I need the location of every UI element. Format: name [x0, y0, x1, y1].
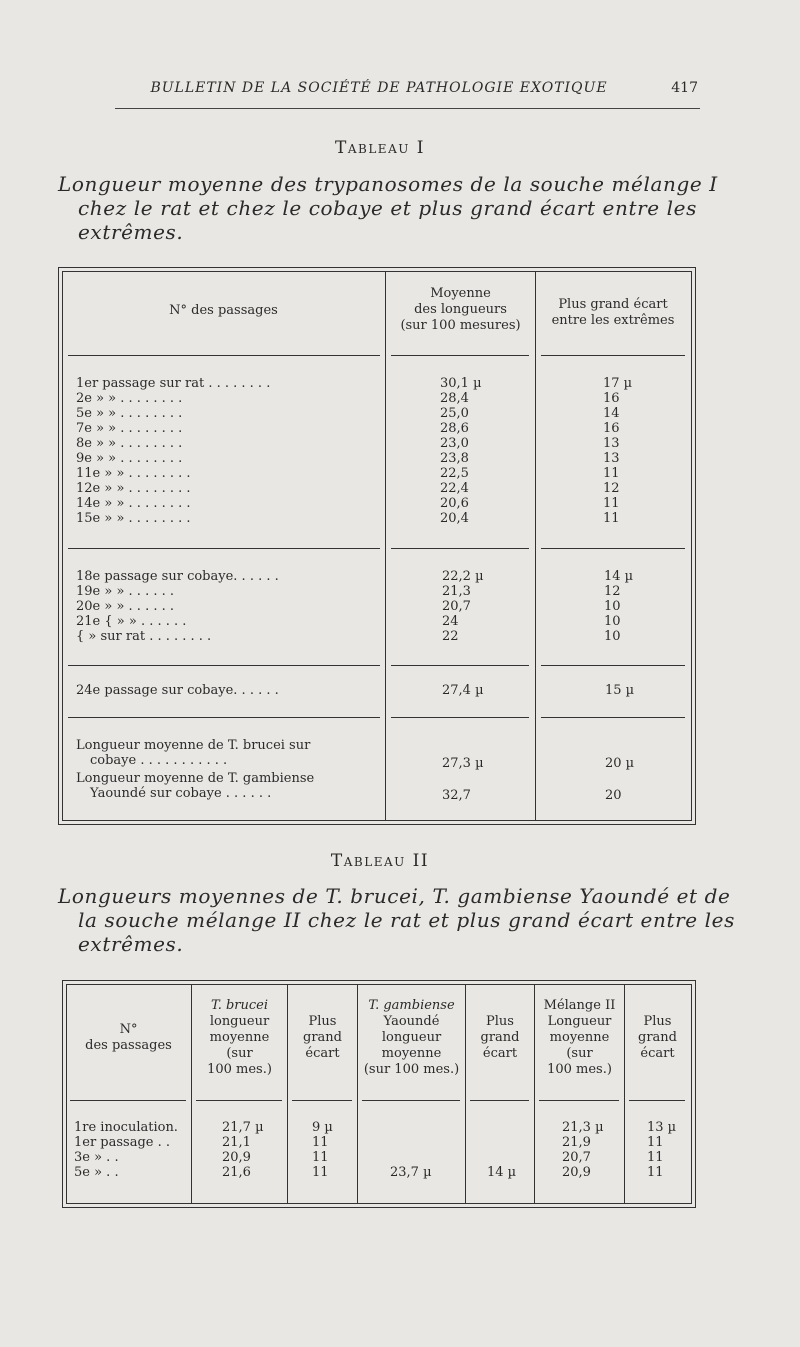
table1-rule: [68, 548, 380, 549]
table-cell-ecart: 20 µ: [605, 756, 635, 771]
table-cell: 11: [312, 1135, 329, 1150]
table2-rule: [70, 1100, 186, 1101]
caption-line: extrêmes.: [78, 932, 184, 956]
header-line: Plus: [486, 1014, 514, 1029]
table-cell-moyenne: 23,0: [440, 436, 469, 451]
table1-rule: [541, 355, 685, 356]
table2-title: Tableau II: [330, 851, 430, 871]
table-cell-moyenne: 20,6: [440, 496, 469, 511]
table2-header-melange: [535, 998, 624, 1078]
table-cell-ecart: 11: [603, 496, 620, 511]
table-cell-moyenne: 20,4: [440, 511, 469, 526]
table2-rule: [470, 1100, 529, 1101]
table2-rule: [629, 1100, 685, 1101]
header-line: T. gambiense: [368, 998, 455, 1013]
header-line: (sur 100 mesures): [400, 318, 521, 333]
table1-col-separator: [535, 271, 536, 820]
table-cell: 11: [647, 1165, 664, 1180]
table2-header-ecart-1: [288, 1014, 357, 1062]
table-row-label: 18e passage sur cobaye. . . . . .: [76, 569, 279, 584]
table-cell-moyenne: 25,0: [440, 406, 469, 421]
table-cell-moyenne: 20,7: [442, 599, 471, 614]
table-row-label: 14e » » . . . . . . . .: [76, 496, 191, 511]
table-cell-moyenne: 22,5: [440, 466, 469, 481]
caption-line: chez le rat et chez le cobaye et plus grand écart entre les: [78, 196, 697, 220]
table1-title: Tableau I: [335, 138, 425, 158]
header-line: (sur: [226, 1046, 253, 1061]
header-line: écart: [482, 1046, 518, 1061]
table-row-label: Longueur moyenne de T. brucei sur: [76, 738, 311, 753]
header-line: grand: [638, 1030, 677, 1045]
table-row-label: 9e » » . . . . . . . .: [76, 451, 183, 466]
table-row-label: 3e » . .: [74, 1150, 119, 1165]
table2-rule: [539, 1100, 619, 1101]
table-cell-ecart: 12: [604, 584, 621, 599]
table-cell-moyenne: 22,2 µ: [442, 569, 484, 584]
header-line: moyenne: [381, 1046, 442, 1061]
header-line: moyenne: [209, 1030, 270, 1045]
table-cell-ecart: 10: [604, 629, 621, 644]
table-row-label: 7e » » . . . . . . . .: [76, 421, 183, 436]
table-cell-moyenne: 32,7: [442, 788, 471, 803]
page-number: 417: [671, 80, 698, 96]
table-cell-ecart: 15 µ: [605, 683, 635, 698]
table1-caption: [58, 172, 718, 244]
table-cell-ecart: 13: [603, 451, 620, 466]
table-row-label: 11e » » . . . . . . . .: [76, 466, 191, 481]
table-row-label: Yaoundé sur cobaye . . . . . .: [90, 786, 272, 801]
table1-rule: [391, 665, 529, 666]
table2-header-passages: [66, 1022, 191, 1054]
table-cell: 11: [312, 1165, 329, 1180]
table1-col-separator: [385, 271, 386, 820]
table-cell-moyenne: 21,3: [442, 584, 471, 599]
table-row-label: 5e » . .: [74, 1165, 119, 1180]
table-cell: 20,7: [562, 1150, 591, 1165]
table-row-label: cobaye . . . . . . . . . . .: [90, 753, 228, 768]
table-cell-moyenne: 27,3 µ: [442, 756, 484, 771]
table-row-label: 24e passage sur cobaye. . . . . .: [76, 683, 279, 698]
header-line: écart: [640, 1046, 675, 1061]
table-cell: 9 µ: [312, 1120, 333, 1135]
table1-rule: [541, 717, 685, 718]
header-line: Plus grand écart: [558, 297, 668, 312]
table-cell-moyenne: 27,4 µ: [442, 683, 484, 698]
table-cell-ecart: 12: [603, 481, 620, 496]
table-cell-ecart: 14: [603, 406, 620, 421]
table-row-label: 2e » » . . . . . . . .: [76, 391, 183, 406]
table-cell: 11: [647, 1150, 664, 1165]
table1-rule: [391, 548, 529, 549]
table-cell: 11: [647, 1135, 664, 1150]
table-cell-ecart: 11: [603, 466, 620, 481]
table2-rule: [362, 1100, 460, 1101]
table1-rule: [541, 548, 685, 549]
table-cell-ecart: 13: [603, 436, 620, 451]
table-cell: 11: [312, 1150, 329, 1165]
table-cell: 21,1: [222, 1135, 251, 1150]
table-row-label: 1re inoculation.: [74, 1120, 178, 1135]
table1-rule: [541, 665, 685, 666]
caption-line: Longueur moyenne des trypanosomes de la souche mélange I: [58, 172, 718, 196]
table-cell-ecart: 10: [604, 614, 621, 629]
header-line: Yaoundé: [383, 1014, 440, 1029]
header-line: T. brucei: [210, 998, 269, 1013]
table1-rule: [68, 717, 380, 718]
table1-rule: [68, 665, 380, 666]
running-header: BULLETIN DE LA SOCIÉTÉ DE PATHOLOGIE EXOTIQUE: [150, 80, 608, 96]
table2-header-ecart-3: [625, 1014, 690, 1062]
table2-rule: [292, 1100, 352, 1101]
header-line: grand: [480, 1030, 520, 1045]
header-line: longueur: [381, 1030, 442, 1045]
table2-rule: [196, 1100, 282, 1101]
header-line: longueur: [209, 1014, 270, 1029]
table-row-label: 1er passage sur rat . . . . . . . .: [76, 376, 271, 391]
table-cell-moyenne: 24: [442, 614, 459, 629]
table-cell: 21,9: [562, 1135, 591, 1150]
header-line: N°: [119, 1022, 138, 1037]
header-line: des passages: [85, 1038, 172, 1053]
header-line: (sur: [566, 1046, 593, 1061]
table-cell-moyenne: 22: [442, 629, 459, 644]
header-line: Plus: [308, 1014, 337, 1029]
table-cell: 21,3 µ: [562, 1120, 604, 1135]
table-cell: 20,9: [562, 1165, 591, 1180]
caption-line: extrêmes.: [78, 220, 184, 244]
table-cell-ecart: 16: [603, 391, 620, 406]
table-row-label: 5e » » . . . . . . . .: [76, 406, 183, 421]
table-cell-moyenne: 22,4: [440, 481, 469, 496]
table-cell: 14 µ: [487, 1165, 517, 1180]
table-row-label: 15e » » . . . . . . . .: [76, 511, 191, 526]
table-cell: 20,9: [222, 1150, 251, 1165]
header-line: écart: [305, 1046, 340, 1061]
header-line: Longueur: [547, 1014, 612, 1029]
table-cell-moyenne: 28,4: [440, 391, 469, 406]
header-line: entre les extrêmes: [551, 313, 675, 328]
table-cell-ecart: 10: [604, 599, 621, 614]
table-cell: 13 µ: [647, 1120, 677, 1135]
table2-caption: [58, 884, 735, 956]
table1-header-ecart: [536, 297, 690, 329]
header-line: 100 mes.): [547, 1062, 612, 1077]
table-cell-ecart: 14 µ: [604, 569, 634, 584]
header-line: Plus: [643, 1014, 672, 1029]
table-cell-moyenne: 23,8: [440, 451, 469, 466]
table-cell: 21,7 µ: [222, 1120, 264, 1135]
table-row-label: 21e { » » . . . . . .: [76, 614, 187, 629]
header-line: (sur 100 mes.): [363, 1062, 460, 1077]
table-row-label: 1er passage . .: [74, 1135, 171, 1150]
table-row-label: 8e » » . . . . . . . .: [76, 436, 183, 451]
caption-line: la souche mélange II chez le rat et plus grand écart entre les: [78, 908, 735, 932]
table2-header-brucei: [192, 998, 287, 1078]
header-line: Moyenne: [430, 286, 491, 301]
table1-rule: [391, 717, 529, 718]
table-row-label: 12e » » . . . . . . . .: [76, 481, 191, 496]
table-cell: 21,6: [222, 1165, 251, 1180]
header-line: grand: [303, 1030, 342, 1045]
table-cell-ecart: 11: [603, 511, 620, 526]
table-row-label: 20e » » . . . . . .: [76, 599, 174, 614]
table-cell: 23,7 µ: [390, 1165, 432, 1180]
caption-line: Longueurs moyennes de T. brucei, T. gambiense Yaoundé et de: [58, 884, 731, 908]
header-rule: [115, 108, 700, 109]
table-cell-moyenne: 28,6: [440, 421, 469, 436]
header-line: des longueurs: [414, 302, 507, 317]
table-row-label: Longueur moyenne de T. gambiense: [76, 771, 315, 786]
header-line: Mélange II: [543, 998, 616, 1013]
table1-header-passages: N° des passages: [169, 303, 278, 318]
table2-header-ecart-2: [466, 1014, 534, 1062]
table-row-label: 19e » » . . . . . .: [76, 584, 174, 599]
header-line: moyenne: [549, 1030, 610, 1045]
table-cell-moyenne: 30,1 µ: [440, 376, 482, 391]
table-cell-ecart: 17 µ: [603, 376, 633, 391]
table1-rule: [68, 355, 380, 356]
table-cell-ecart: 20: [605, 788, 622, 803]
table1-rule: [391, 355, 529, 356]
table1-header-moyenne: [386, 286, 535, 334]
table-cell-ecart: 16: [603, 421, 620, 436]
header-line: 100 mes.): [207, 1062, 272, 1077]
table2-header-gambiense: [358, 998, 465, 1078]
table-row-label: { » sur rat . . . . . . . .: [76, 629, 212, 644]
